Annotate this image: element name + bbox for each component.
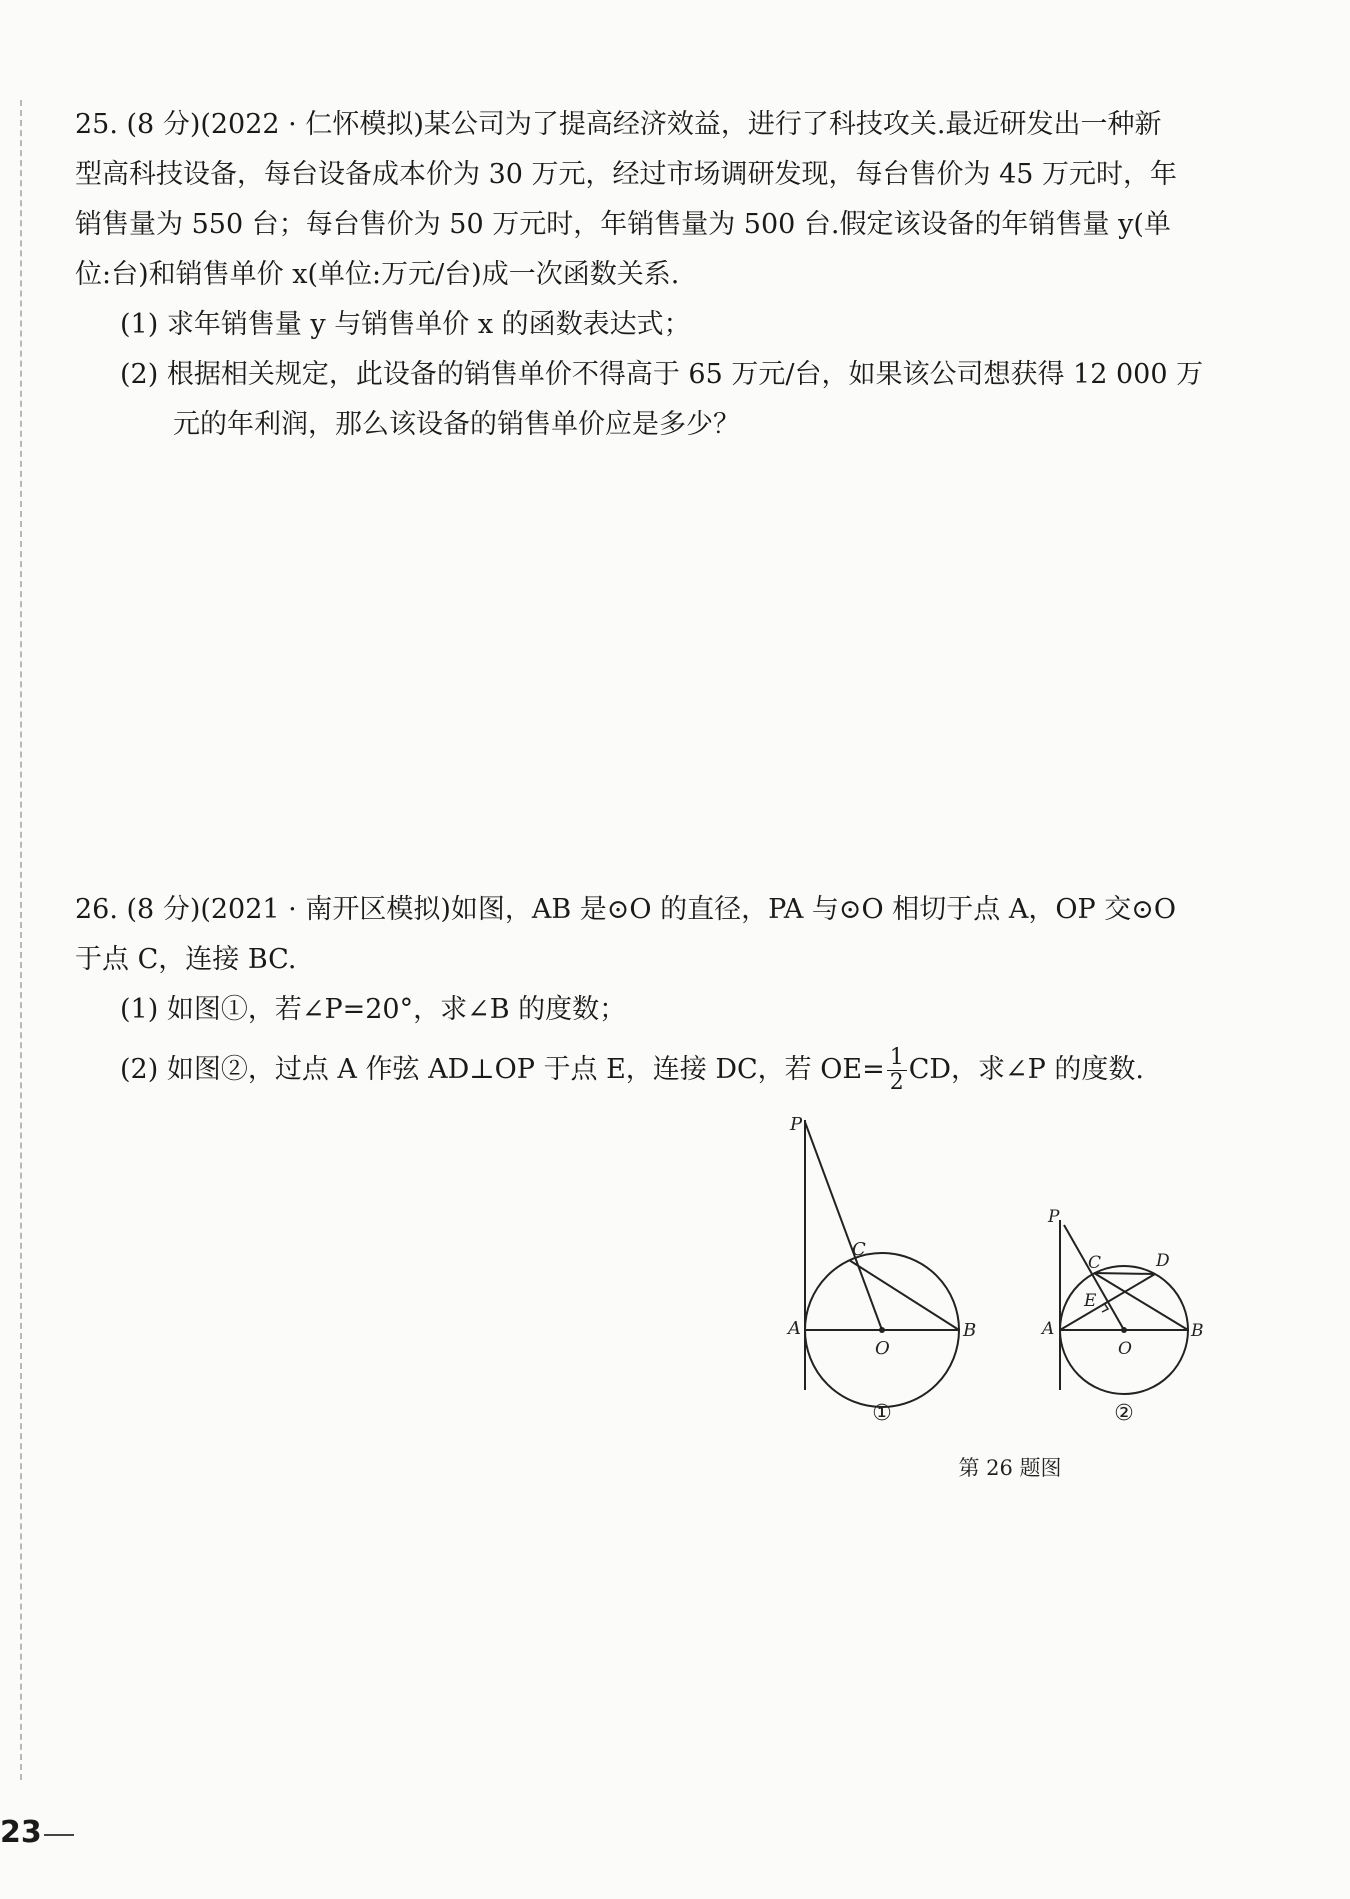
- fraction-numerator: 1: [887, 1046, 907, 1071]
- fig2-label-o: O: [1118, 1339, 1132, 1359]
- problem-26: [75, 885, 1235, 1105]
- fig1-label-b: B: [963, 1320, 977, 1341]
- q26-part-2-text-after: CD，求∠P 的度数.: [908, 1054, 1144, 1085]
- fig1-label-p: P: [790, 1114, 803, 1135]
- fig2-label-e: E: [1084, 1291, 1097, 1311]
- fig1-label-o: O: [875, 1338, 890, 1359]
- page-number-dash: [44, 1834, 74, 1836]
- figure-caption: 第 26 题图: [958, 1456, 1062, 1480]
- page-number: 23: [0, 1815, 42, 1850]
- problem-26-figure: [770, 1110, 1250, 1490]
- binding-line: [20, 100, 22, 1780]
- fig2-label-d: D: [1156, 1251, 1170, 1271]
- fig2-label-p: P: [1048, 1207, 1060, 1227]
- figure-1-drawing: [805, 1120, 959, 1407]
- q25-part-2-line-2: 元的年利润，那么该设备的销售单价应是多少？: [173, 409, 740, 440]
- fig1-label-a: A: [788, 1318, 801, 1339]
- problem-25: [75, 100, 1235, 450]
- q26-part-1: (1) 如图①，若∠P=20°，求∠B 的度数；: [120, 994, 627, 1025]
- fig1-segment-cb: [849, 1260, 959, 1330]
- q26-line-2: 于点 C，连接 BC.: [75, 944, 297, 975]
- q25-part-2-line-1: (2) 根据相关规定，此设备的销售单价不得高于 65 万元/台，如果该公司想获得 12 000 万: [120, 359, 1204, 390]
- fig2-segment-po: [1064, 1225, 1124, 1330]
- q25-line-1: 25. (8 分)(2022 · 仁怀模拟)某公司为了提高经济效益，进行了科技攻关.最近研发出一种新: [75, 109, 1162, 140]
- q26-line-1: 26. (8 分)(2021 · 南开区模拟)如图，AB 是⊙O 的直径，PA 与⊙O 相切于点 A，OP 交⊙O: [75, 894, 1176, 925]
- fraction-denominator: 2: [889, 1070, 904, 1095]
- fig1-segment-po: [805, 1122, 882, 1330]
- figure-2-drawing: [1060, 1220, 1188, 1394]
- q25-line-2: 型高科技设备，每台设备成本价为 30 万元，经过市场调研发现，每台售价为 45 万元时，年: [75, 159, 1178, 190]
- q25-line-4: 位:台)和销售单价 x(单位:万元/台)成一次函数关系.: [75, 259, 680, 290]
- fig2-center-dot: [1121, 1327, 1127, 1333]
- q26-part-2: [75, 1035, 1235, 1105]
- geometry-diagrams: [770, 1110, 1250, 1490]
- fig2-number-label: ②: [1114, 1401, 1134, 1426]
- fig1-label-c: C: [852, 1239, 866, 1260]
- q26-part-2-text-before: (2) 如图②，过点 A 作弦 AD⊥OP 于点 E，连接 DC，若 OE=: [120, 1054, 885, 1085]
- fig1-center-dot: [879, 1327, 885, 1333]
- fig2-label-a: A: [1042, 1319, 1055, 1339]
- fraction-one-half: [887, 1046, 907, 1095]
- fig1-number-label: ①: [872, 1401, 892, 1426]
- q25-line-3: 销售量为 550 台；每台售价为 50 万元时，年销售量为 500 台.假定该设备的年销售量 y(单: [75, 209, 1171, 240]
- fig2-label-c: C: [1088, 1253, 1102, 1273]
- fig2-label-b: B: [1191, 1321, 1204, 1341]
- fig2-segment-cd: [1094, 1273, 1155, 1274]
- q25-part-1: (1) 求年销售量 y 与销售单价 x 的函数表达式；: [120, 309, 691, 340]
